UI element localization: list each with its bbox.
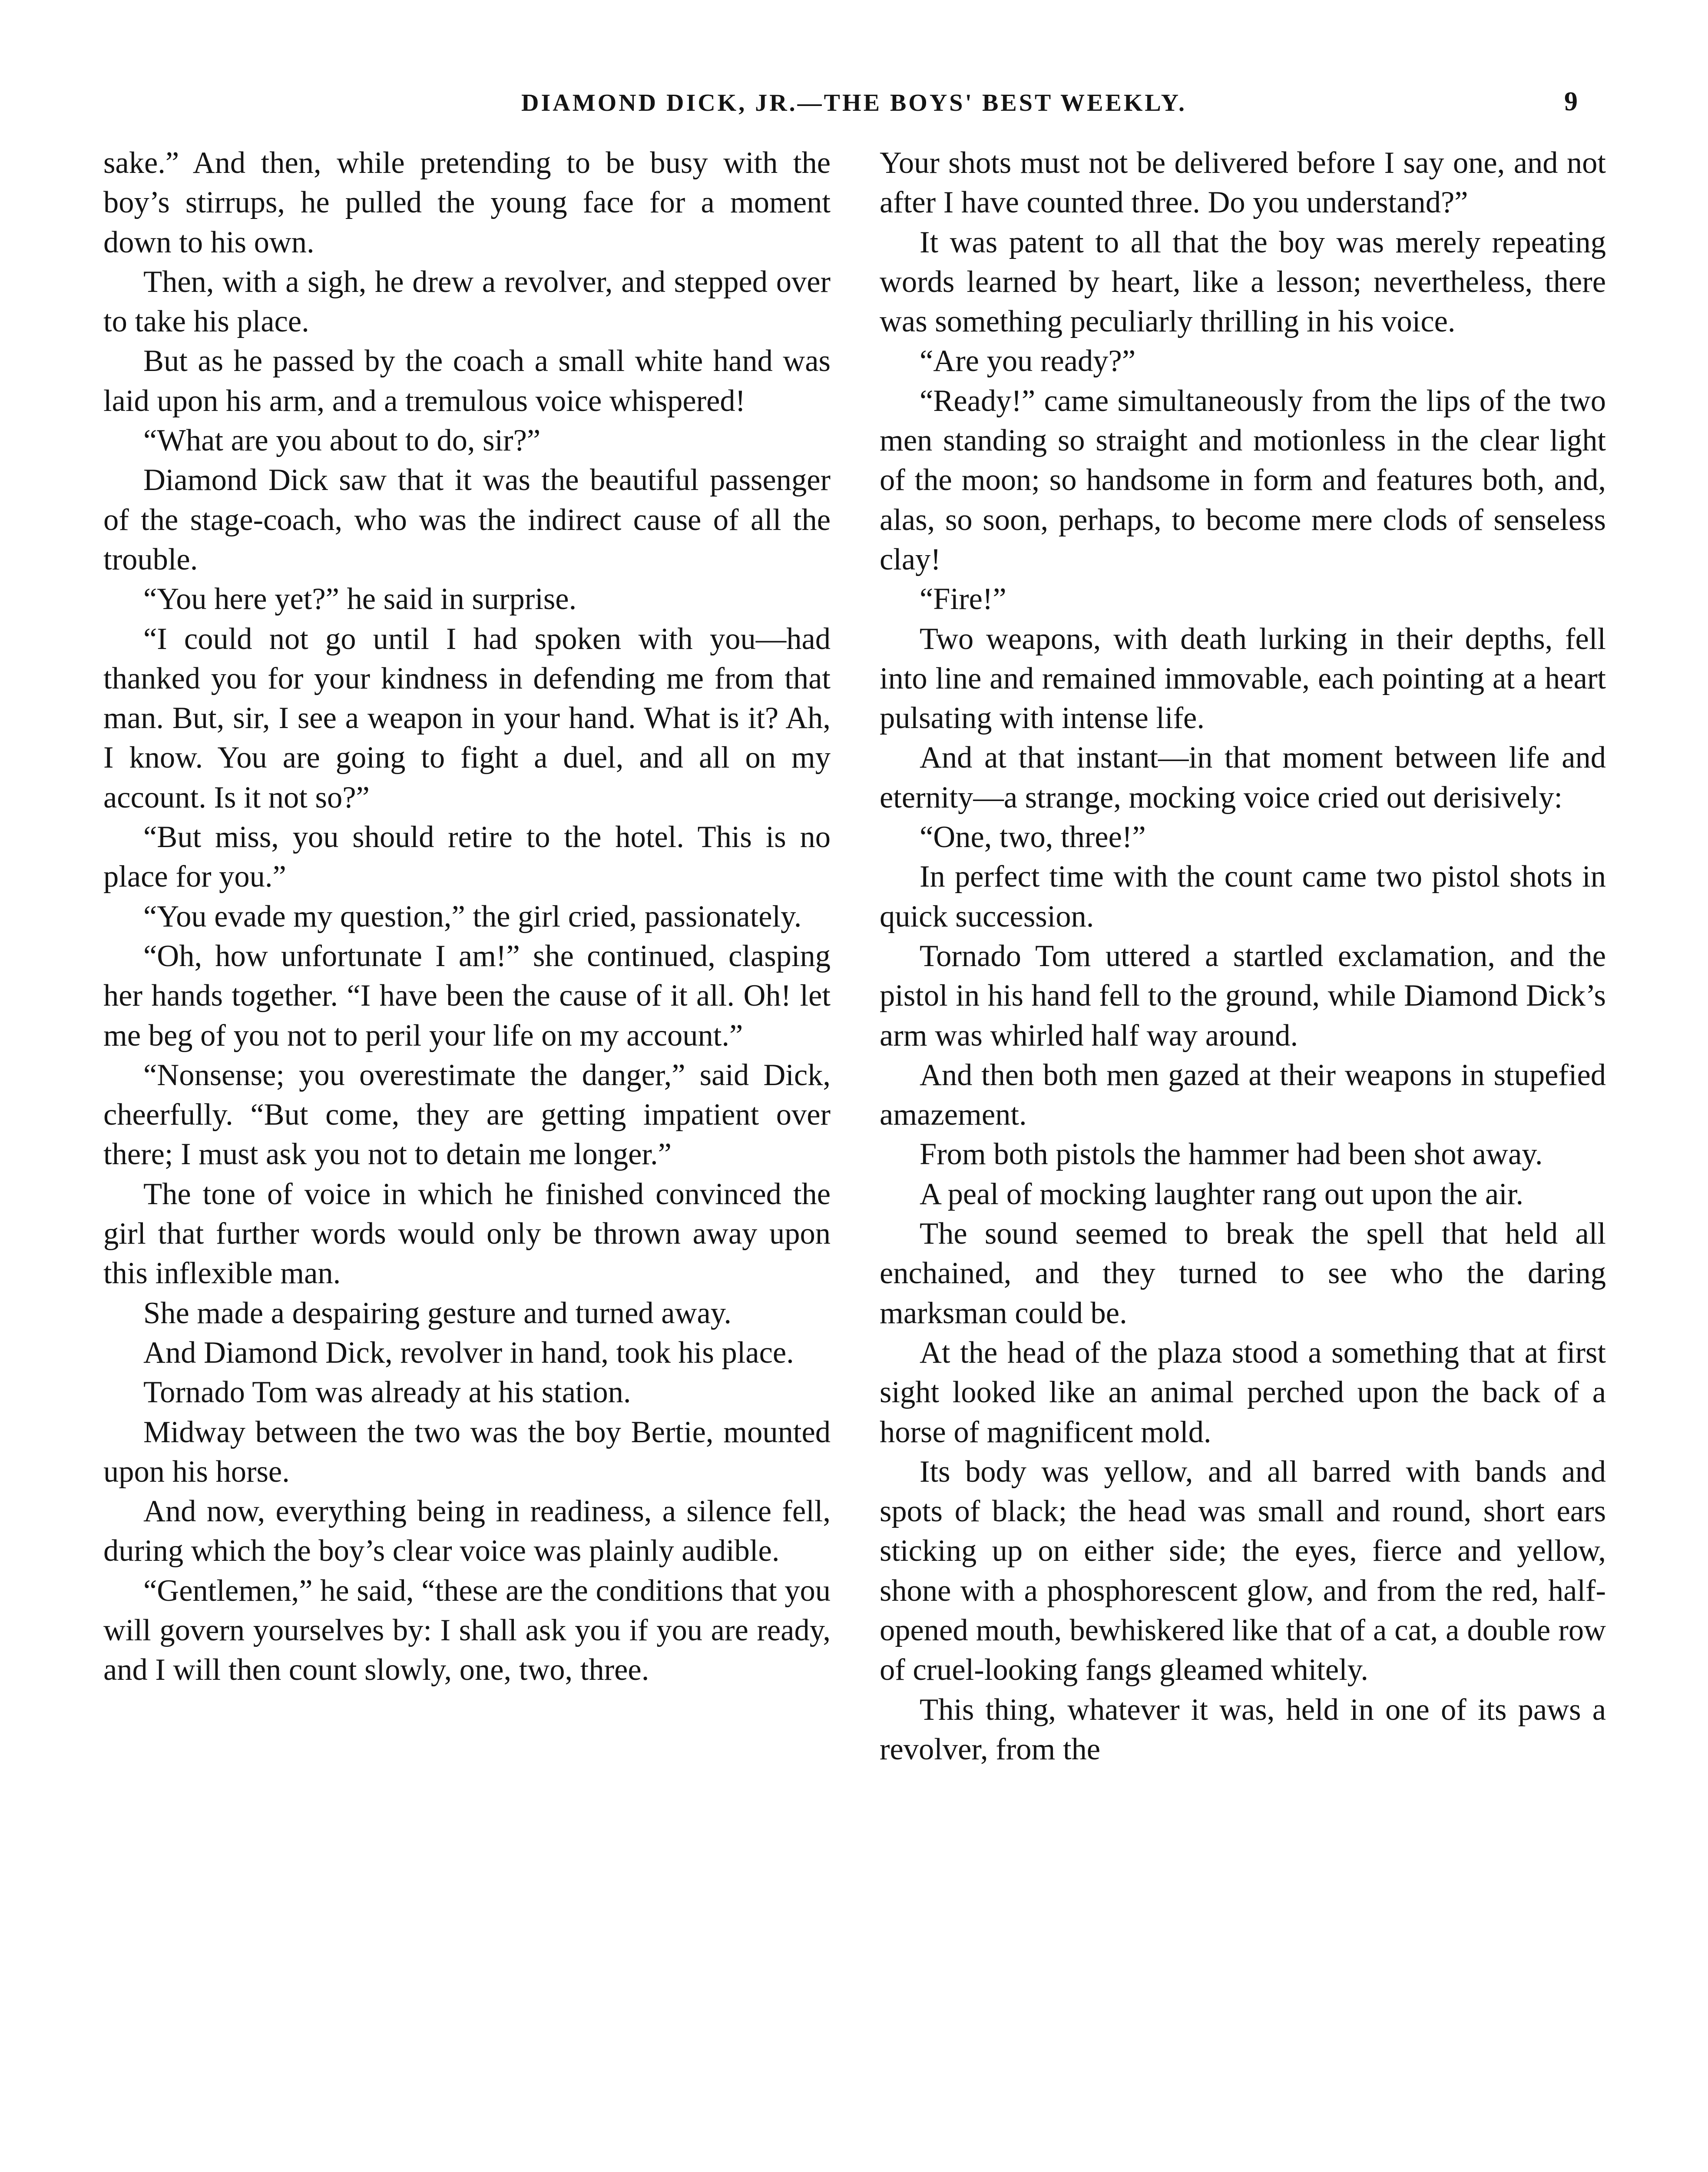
- paragraph: “Gentlemen,” he said, “these are the conditions that you will govern yourselves by: I shall ask you if you are ready, and I will then count slowly, one, two, three.: [103, 1573, 831, 1687]
- page-header: [0, 89, 1708, 124]
- paragraph: The tone of voice in which he finished convinced the girl that further words would only be thrown away upon this inflexible man.: [103, 1177, 831, 1291]
- paragraph: A peal of mocking laughter rang out upon the air.: [920, 1177, 1524, 1211]
- paragraph: Tornado Tom uttered a startled exclamation, and the pistol in his hand fell to the ground, while Diamond Dick’s arm was whirled half way around.: [880, 939, 1606, 1053]
- left-text-column: [103, 143, 831, 1690]
- paragraph: But as he passed by the coach a small white hand was laid upon his arm, and a tremulous voice whispered!: [103, 344, 831, 418]
- paragraph: And at that instant—in that moment between life and eternity—a strange, mocking voice cried out derisively:: [880, 741, 1606, 814]
- paragraph: “Fire!”: [920, 582, 1006, 616]
- page-number: 9: [1564, 87, 1578, 116]
- paragraph: “You here yet?” he said in surprise.: [143, 582, 577, 616]
- paragraph: This thing, whatever it was, held in one of its paws a revolver, from the: [880, 1692, 1606, 1766]
- paragraph: It was patent to all that the boy was merely repeating words learned by heart, like a lesson; nevertheless, there was something peculiarly thrilling in his voice.: [880, 225, 1606, 339]
- paragraph: sake.” And then, while pretending to be busy with the boy’s stirrups, he pulled the young face for a moment down to his own.: [103, 146, 831, 259]
- paragraph: From both pistols the hammer had been shot away.: [920, 1137, 1543, 1172]
- paragraph: At the head of the plaza stood a something that at first sight looked like an animal perched upon the back of a horse of magnificent mold.: [880, 1335, 1606, 1449]
- paragraph: “I could not go until I had spoken with you—had thanked you for your kindness in defending me from that man. But, sir, I see a weapon in your hand. What is it? Ah, I know. You are going to fight a duel, and all on my account. Is it not so?”: [103, 622, 831, 814]
- paragraph: “You evade my question,” the girl cried, passionately.: [143, 899, 802, 934]
- paragraph: And Diamond Dick, revolver in hand, took his place.: [143, 1335, 794, 1370]
- paragraph: In perfect time with the count came two pistol shots in quick succession.: [880, 860, 1606, 934]
- paragraph: Then, with a sigh, he drew a revolver, and stepped over to take his place.: [103, 265, 831, 339]
- paragraph: Two weapons, with death lurking in their depths, fell into line and remained immovable, each pointing at a heart pulsating with intense life.: [880, 622, 1606, 735]
- paragraph: “Nonsense; you overestimate the danger,” said Dick, cheerfully. “But come, they are getting impatient over there; I must ask you not to detain me longer.”: [103, 1058, 831, 1172]
- paragraph: She made a despairing gesture and turned away.: [143, 1296, 732, 1330]
- paragraph: Midway between the two was the boy Bertie, mounted upon his horse.: [103, 1415, 831, 1489]
- paragraph: Your shots must not be delivered before I say one, and not after I have counted three. Do you understand?”: [880, 146, 1606, 220]
- paragraph: Tornado Tom was already at his station.: [143, 1375, 631, 1410]
- paragraph: “Ready!” came simultaneously from the lips of the two men standing so straight and motionless in the clear light of the moon; so handsome in form and features both, and, alas, so soon, perhaps, to become mere clods of senseless clay!: [880, 384, 1606, 576]
- paragraph: Its body was yellow, and all barred with bands and spots of black; the head was small and round, short ears sticking up on either side; the eyes, fierce and yellow, shone with a phosphorescent glow, and from the red, half-opened mouth, bewhiskered like that of a cat, a double row of cruel-looking fangs gleamed whitely.: [880, 1454, 1606, 1687]
- paragraph: “But miss, you should retire to the hotel. This is no place for you.”: [103, 820, 831, 894]
- running-head: DIAMOND DICK, JR.—THE BOYS' BEST WEEKLY.: [521, 89, 1187, 116]
- paragraph: “Oh, how unfortunate I am!” she continued, clasping her hands together. “I have been the cause of it all. Oh! let me beg of you not to peril your life on my account.”: [103, 939, 831, 1053]
- paragraph: Diamond Dick saw that it was the beautiful passenger of the stage-coach, who was the indirect cause of all the trouble.: [103, 463, 831, 576]
- paragraph: “One, two, three!”: [920, 820, 1146, 854]
- paragraph: “Are you ready?”: [920, 344, 1136, 378]
- paragraph: “What are you about to do, sir?”: [143, 424, 541, 458]
- right-text-column: [880, 143, 1606, 1769]
- paragraph: And now, everything being in readiness, a silence fell, during which the boy’s clear voice was plainly audible.: [103, 1494, 831, 1568]
- paragraph: And then both men gazed at their weapons in stupefied amazement.: [880, 1058, 1606, 1132]
- paragraph: The sound seemed to break the spell that held all enchained, and they turned to see who the daring marksman could be.: [880, 1217, 1606, 1330]
